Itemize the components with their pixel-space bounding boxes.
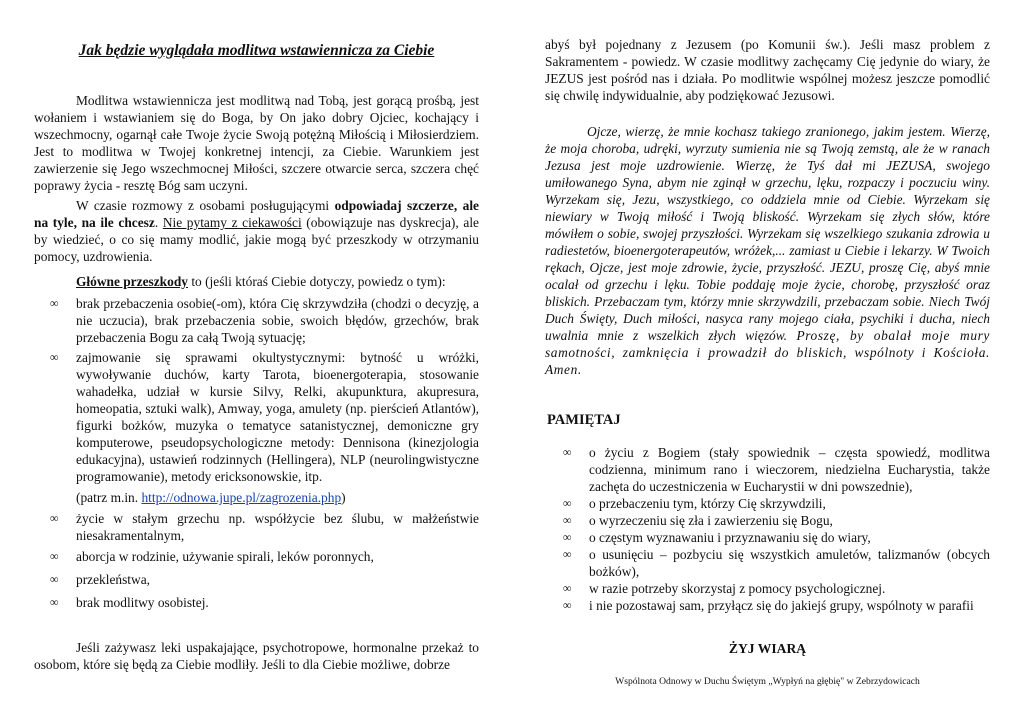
- conversation-text-start: W czasie rozmowy z osobami posługującymi: [76, 198, 335, 213]
- infinity-bullet-icon: ∞: [563, 445, 572, 459]
- remember-list: [563, 444, 990, 614]
- link-line: [76, 489, 479, 506]
- intro-paragraph: Modlitwa wstawiennicza jest modlitwą nad Tobą, jest gorącą prośbą, jest wołaniem i wstawianiem się do Boga, by On jako dobry Ojciec, kochający i wszechmocny, ogarnął całe Twoje życie Swoją potężną Miłością i Miłosierdziem. Jest to modlitwa w Twojej konkretnej intencji, za Ciebie. Warunkiem jest zawierzenie się Jego wszechmocnej Miłości, szczere otwarcie serca, szczera chęć poprawy życia - resztę Bóg sam uczyni.: [34, 93, 479, 193]
- link-prefix: (patrz m.in.: [76, 490, 142, 505]
- zagrozenia-link[interactable]: http://odnowa.jupe.pl/zagrozenia.php: [141, 490, 342, 505]
- list-item-text: o częstym wyznawaniu i przyznawaniu się do wiary,: [589, 530, 871, 545]
- list-item: [50, 548, 479, 565]
- conversation-text-end: (obowiązuje nas dyskrecja), ale by wiedzieć, o co się mamy modlić, jakie mogą być przeszkody w otrzymaniu pomocy, uzdrowienia.: [34, 215, 479, 264]
- prayer-paragraph: [545, 123, 990, 378]
- obstacles-head: Główne przeszkody: [76, 274, 188, 289]
- remember-heading: PAMIĘTAJ: [547, 412, 621, 428]
- list-item-text: i nie pozostawaj sam, przyłącz się do jakiejś grupy, wspólnoty w parafii: [589, 598, 974, 613]
- infinity-bullet-icon: ∞: [50, 572, 59, 586]
- list-item: [563, 512, 990, 529]
- list-item-text: przekleństwa,: [76, 572, 150, 587]
- infinity-bullet-icon: ∞: [563, 581, 572, 595]
- list-item-text: o usunięciu – pozbyciu się wszystkich amuletów, talizmanów (obcych bożków),: [589, 547, 990, 579]
- list-item-text: brak przebaczenia osobie(-om), która Cię skrzywdziła (chodzi o decyzję, a nie uczucia), brak przebaczenia sobie, swoich błędów, grzechów, brak przebaczenia Bogu za całą Twoją sytuację;: [76, 296, 479, 345]
- infinity-bullet-icon: ∞: [563, 530, 572, 544]
- obstacles-heading: [76, 273, 496, 290]
- list-item-text: o życiu z Bogiem (stały spowiednik – częsta spowiedź, modlitwa codzienna, minimum rano i wieczorem, niedzielna Eucharystia, także zachęta do uczestniczenia w Eucharystii w dni powszednie),: [589, 445, 990, 494]
- conversation-text-mid: .: [154, 215, 163, 230]
- list-item-text: w razie potrzeby skorzystaj z pomocy psychologicznej.: [589, 581, 886, 596]
- infinity-bullet-icon: ∞: [563, 496, 572, 510]
- list-item: [50, 295, 479, 346]
- page-title: Jak będzie wyglądała modlitwa wstawiennicza za Ciebie: [78, 42, 435, 59]
- list-item: [563, 495, 990, 512]
- list-item: [563, 580, 990, 597]
- list-item: [50, 571, 479, 588]
- obstacles-list: [50, 295, 479, 611]
- list-item-text: aborcja w rodzinie, używanie spirali, leków poronnych,: [76, 549, 374, 564]
- infinity-bullet-icon: ∞: [50, 350, 59, 364]
- prayer-text: Ojcze, wierzę, że mnie kochasz takiego zranionego, jakim jestem. Wierzę, że moja choroba, udręki, wyrzuty sumienia nie są Twoją zemstą, ale że w ranach Jezusa jest moje uzdrowienie. Wierzę, że Tyś dał mi JEZUSA, swojego umiłowanego Syna, abym nie zginął w grzechu, lęku, rozpaczy i poczuciu winy. Wyrzekam się, Jezu, wszystkiego, co oddziela mnie od Ciebie. Wyrzekam się niewiary w Twoją miłość i Twoją bliskość. Wyrzekam się złych słów, które mówiłem o sobie, swojej przyszłości. Wyrzekam się wszelkiego szukania zdrowia u radiestetów, bioenergoterapeutów, wróżek,... zamiast u Ciebie i lekarzy. W Twoich rękach, Ojcze, jest moje zdrowie, życie, przyszłość. JEZU, proszę Cię, abyś mnie ocalał od grzechu i lęku. Tobie poddaję moje życie, chorobę, przyszłość oraz bliskich. Przebaczam tym, którzy mnie skrzywdzili, przebaczam sobie. Niech Twój Duch Święty, Duch miłości, nasyca rany mojego ciała, psychiki i ducha, niech uwalnia mnie z wszelkich złych więzów.: [545, 124, 990, 343]
- infinity-bullet-icon: ∞: [563, 513, 572, 527]
- conversation-underline: Nie pytamy z ciekawości: [162, 215, 302, 230]
- list-item: [563, 444, 990, 495]
- list-item: [50, 349, 479, 485]
- footer-text: Wspólnota Odnowy w Duchu Świętym „Wypłyń na głębię" w Zebrzydowicach: [615, 676, 920, 687]
- list-item: [563, 546, 990, 580]
- infinity-bullet-icon: ∞: [50, 595, 59, 609]
- infinity-bullet-icon: ∞: [50, 296, 59, 310]
- list-item-text: życie w stałym grzechu np. współżycie bez ślubu, w małżeństwie niesakramentalnym,: [76, 511, 479, 543]
- conversation-paragraph: [34, 197, 479, 265]
- closing-heading: ŻYJ WIARĄ: [728, 641, 807, 656]
- infinity-bullet-icon: ∞: [563, 598, 572, 612]
- list-item-text: o wyrzeczeniu się zła i zawierzeniu się Bogu,: [589, 513, 833, 528]
- infinity-bullet-icon: ∞: [50, 549, 59, 563]
- list-item-text: o przebaczeniu tym, którzy Cię skrzywdzili,: [589, 496, 826, 511]
- prayer-ending: Proszę, by obalał moje mury samotności, zamknięcia i prowadził do bliskich, wspólnoty i Kościoła. Amen.: [545, 328, 990, 377]
- link-suffix: ): [341, 490, 346, 505]
- medication-paragraph: Jeśli zażywasz leki uspakajające, psychotropowe, hormonalne przekaż to osobom, które się będą za Ciebie modliły. Jeśli to dla Ciebie możliwe, dobrze: [34, 640, 479, 672]
- list-item: [50, 510, 479, 544]
- list-item: [563, 529, 990, 546]
- obstacles-rest: to (jeśli któraś Ciebie dotyczy, powiedz o tym):: [187, 274, 446, 289]
- infinity-bullet-icon: ∞: [563, 547, 572, 561]
- reconciliation-paragraph: abyś był pojednany z Jezusem (po Komunii św.). Jeśli masz problem z Sakramentem - powiedz. W czasie modlitwy zachęcamy Cię jedynie do wiary, że JEZUS jest pośród nas i działa. Po modlitwie wspólnej możesz jeszcze pomodlić się chwilę indywidualnie, aby podziękować Jezusowi.: [545, 37, 990, 103]
- conversation-bold: odpowiadaj szczerze, ale na tyle, na ile chcesz: [34, 198, 479, 230]
- list-item: [50, 594, 479, 611]
- list-item-text: brak modlitwy osobistej.: [76, 595, 209, 610]
- list-item-text: zajmowanie się sprawami okultystycznymi: bytność u wróżki, wywoływanie duchów, karty Tarota, bioenergoterapia, stosowanie wahadełka, udział w kursie Silvy, Relki, akupunktura, akupresura, homeopatia, sztuki walk), Amway, yoga, amulety (np. pierścień Atlantów), figurki bożków, muzyka o tematyce satanistycznej, demoniczne gry komputerowe, pseudopsychologiczne metody: Dennisona (kinezjologia edukacyjna), ustawień rodzinnych (Hellingera), NLP (neurolingwistyczne programowanie), metody ericksonowskie, itp.: [76, 350, 479, 484]
- list-item: [563, 597, 990, 614]
- infinity-bullet-icon: ∞: [50, 511, 59, 525]
